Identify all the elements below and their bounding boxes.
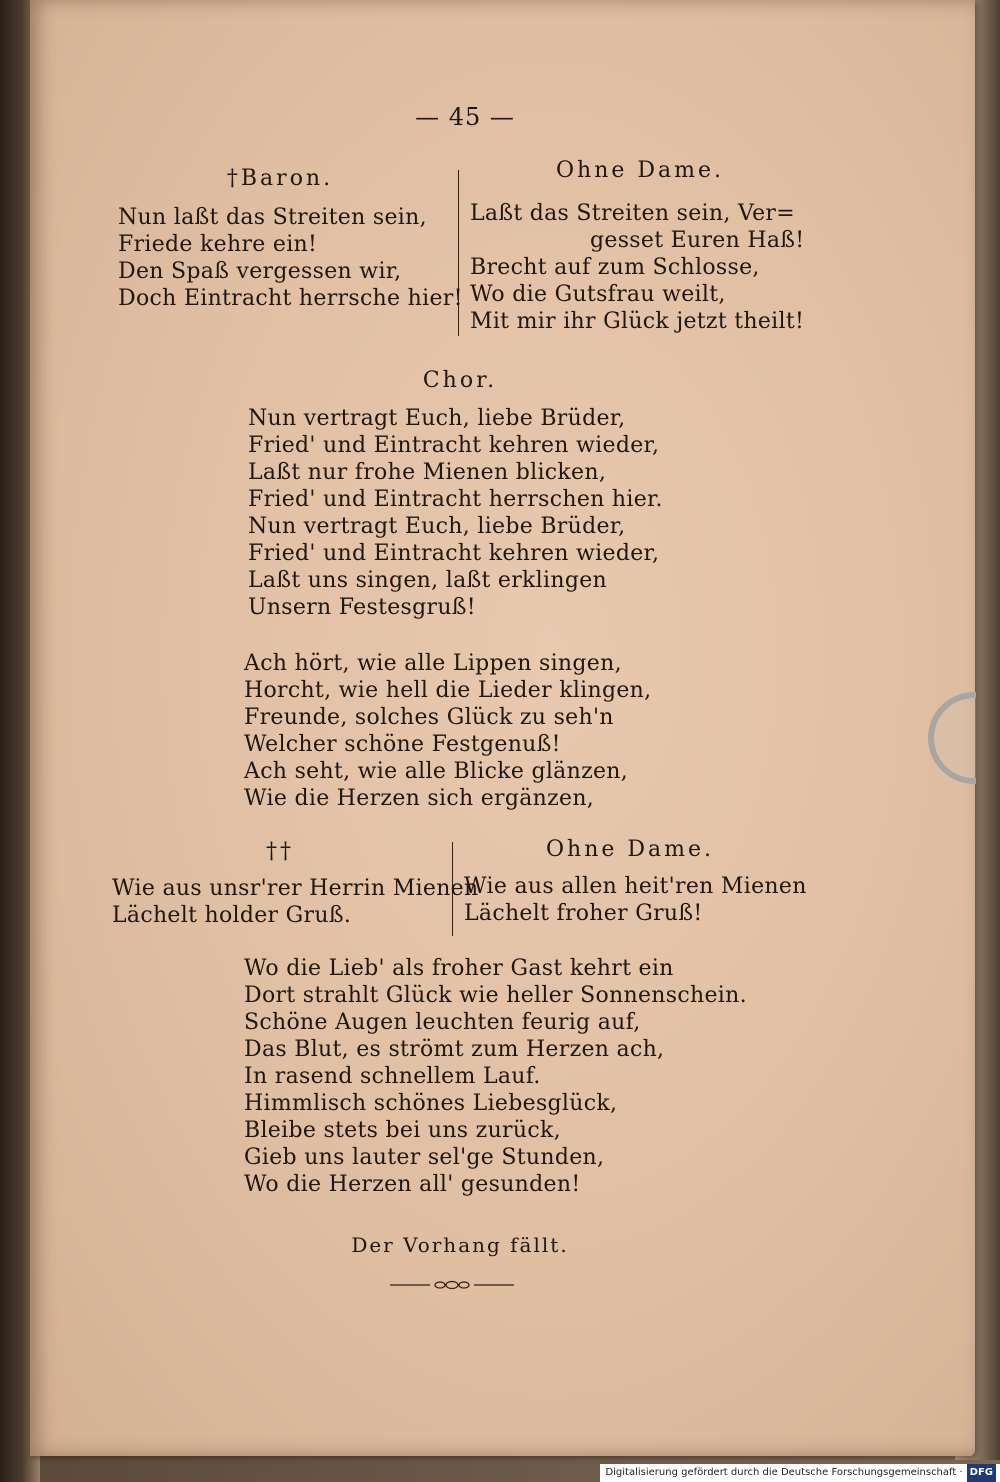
chor-stanza-1 xyxy=(248,405,663,621)
chor-stanza-2 xyxy=(244,650,651,812)
verse-line: Lächelt froher Gruß! xyxy=(464,901,703,926)
verse-line: Dort strahlt Glück wie heller Sonnenschein. xyxy=(244,983,747,1008)
footer-text: Digitalisierung gefördert durch die Deutsche Forschungsgemeinschaft · xyxy=(605,1467,963,1478)
ornament-divider-icon xyxy=(390,1277,514,1293)
verse-line: Ach seht, wie alle Blicke glänzen, xyxy=(244,759,629,784)
verse-line: Lächelt holder Gruß. xyxy=(112,903,352,928)
baron-heading: †Baron. xyxy=(226,166,334,191)
verse-line: Unsern Festesgruß! xyxy=(248,595,476,620)
ohne-dame-heading-2: Ohne Dame. xyxy=(545,837,714,862)
verse-line: In rasend schnellem Lauf. xyxy=(244,1064,541,1089)
verse-line: Nun vertragt Euch, liebe Brüder, xyxy=(248,406,626,431)
final-stanza xyxy=(244,955,747,1198)
verse-line: Ach hört, wie alle Lippen singen, xyxy=(244,651,622,676)
verse-line: Fried' und Eintracht kehren wieder, xyxy=(248,433,660,458)
verse-line: Freunde, solches Glück zu seh'n xyxy=(244,705,614,730)
verse-line: Bleibe stets bei uns zurück, xyxy=(244,1118,561,1143)
double-cross-verse xyxy=(112,875,478,929)
double-cross-heading: †† xyxy=(266,839,294,864)
verse-line: Nun laßt das Streiten sein, xyxy=(118,205,427,230)
ohne-dame-verse-2 xyxy=(464,873,807,927)
verse-line: Laßt nur frohe Mienen blicken, xyxy=(248,460,607,485)
verse-line: Fried' und Eintracht kehren wieder, xyxy=(248,541,660,566)
verse-line: Friede kehre ein! xyxy=(118,232,318,257)
verse-line: Laßt das Streiten sein, Ver= xyxy=(470,201,795,226)
verse-line: Doch Eintracht herrsche hier! xyxy=(118,286,463,311)
verse-line: Wie die Herzen sich ergänzen, xyxy=(244,786,595,811)
chor-heading: Chor. xyxy=(422,368,498,393)
verse-line: Den Spaß vergessen wir, xyxy=(118,259,402,284)
verse-line: Nun vertragt Euch, liebe Brüder, xyxy=(248,514,626,539)
page-number: — 45 — xyxy=(415,103,515,131)
verse-line: Wo die Herzen all' gesunden! xyxy=(244,1172,581,1197)
verse-line: Das Blut, es strömt zum Herzen ach, xyxy=(244,1037,665,1062)
verse-line: Laßt uns singen, laßt erklingen xyxy=(248,568,607,593)
verse-line: Welcher schöne Festgenuß! xyxy=(244,732,561,757)
verse-line: Fried' und Eintracht herrschen hier. xyxy=(248,487,663,512)
verse-line: Wie aus unsr'rer Herrin Mienen xyxy=(112,876,479,901)
verse-line: Himmlisch schönes Liebesglück, xyxy=(244,1091,618,1116)
baron-verse xyxy=(118,204,463,312)
verse-line: Brecht auf zum Schlosse, xyxy=(470,255,760,280)
verse-line: Schöne Augen leuchten feurig auf, xyxy=(244,1010,641,1035)
verse-line: Gieb uns lauter sel'ge Stunden, xyxy=(244,1145,605,1170)
ohne-dame-verse-1 xyxy=(470,200,804,335)
verse-line: gesset Euren Haß! xyxy=(590,228,805,253)
ohne-dame-heading-1: Ohne Dame. xyxy=(555,158,724,183)
verse-line: Wie aus allen heit'ren Mienen xyxy=(464,874,807,899)
verse-line: Wo die Gutsfrau weilt, xyxy=(470,282,726,307)
dfg-logo-badge: DFG xyxy=(967,1464,996,1482)
digitization-footer xyxy=(600,1464,1000,1482)
verse-line: Wo die Lieb' als froher Gast kehrt ein xyxy=(244,956,674,981)
verse-line: Mit mir ihr Glück jetzt theilt! xyxy=(470,309,805,334)
curtain-direction: Der Vorhang fällt. xyxy=(351,1233,569,1257)
verse-line: Horcht, wie hell die Lieder klingen, xyxy=(244,678,652,703)
